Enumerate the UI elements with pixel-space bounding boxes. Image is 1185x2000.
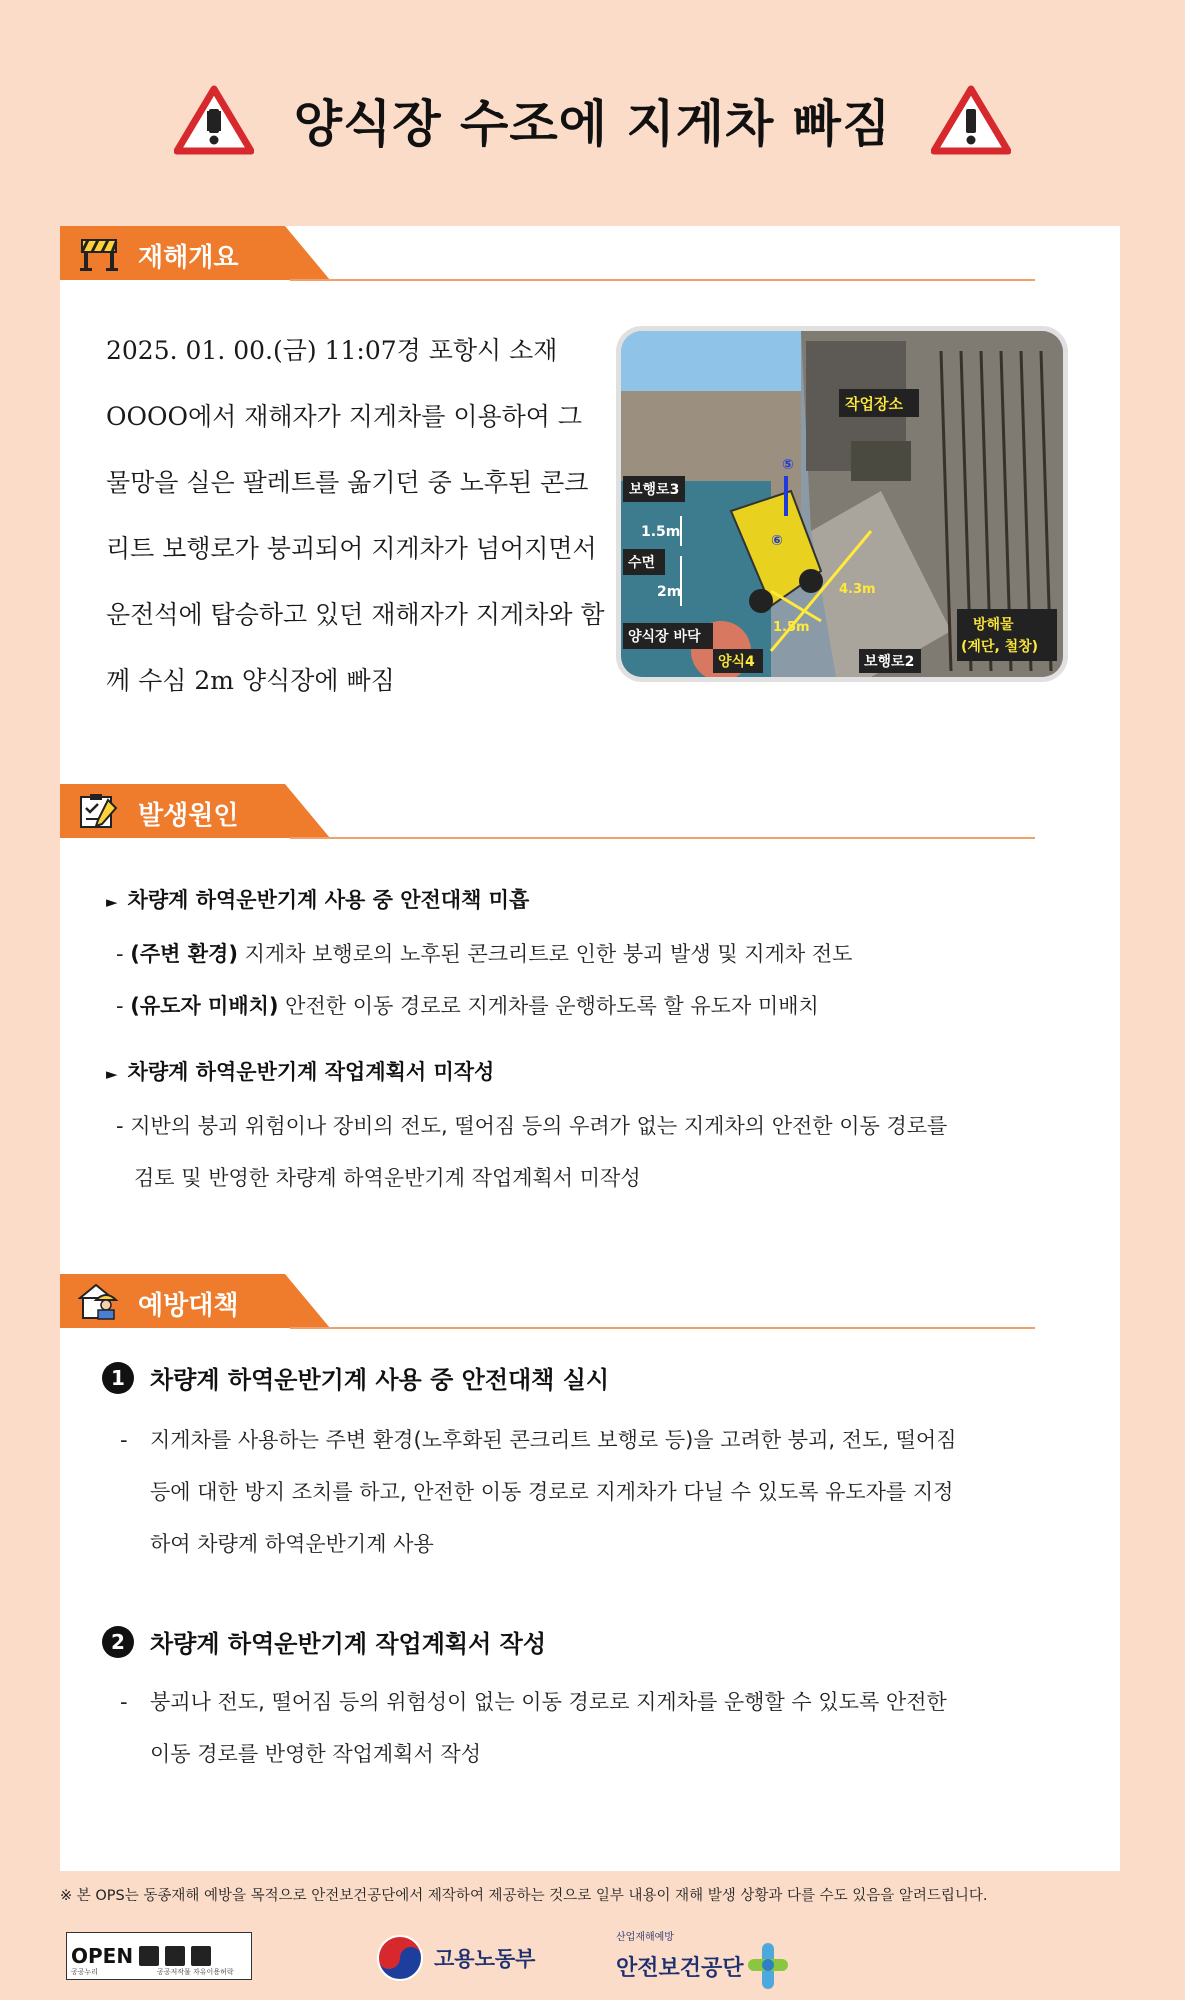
disclaimer: ※ 본 OPS는 동종재해 예방을 목적으로 안전보건공단에서 제작하여 제공하는 것으로 일부 내용이 재해 발생 상황과 다를 수도 있음을 알려드립니다. bbox=[60, 1888, 988, 1904]
noncommercial-icon bbox=[165, 1946, 185, 1966]
label-num5: ⑤ bbox=[782, 457, 794, 473]
attribution-icon bbox=[139, 1946, 159, 1966]
prevention-line: 등에 대한 방지 조치를 하고, 안전한 이동 경로로 지게차가 다닐 수 있도록 유도자를 지정 bbox=[150, 1480, 954, 1504]
prevention-heading: 예방대책 bbox=[138, 1291, 239, 1321]
cause-heading: 발생원인 bbox=[138, 801, 239, 831]
number-badge: 1 bbox=[102, 1362, 134, 1394]
label-tank4: 양식4 bbox=[718, 654, 755, 670]
open-license-badge[interactable]: OPEN 공공누리 공공저작물 자유이용허락 bbox=[66, 1932, 252, 1980]
page-title: 양식장 수조에 지게차 빠짐 bbox=[293, 95, 892, 153]
cause-item-1-detail-1: - (주변 환경) 지게차 보행로의 노후된 콘크리트로 인한 붕괴 발생 및 지게차 전도 bbox=[116, 942, 853, 966]
triangle-bullet-icon: ► bbox=[106, 893, 118, 911]
title-bar bbox=[0, 70, 1185, 170]
taegeuk-icon bbox=[376, 1934, 424, 1982]
clipboard-pencil-icon bbox=[78, 792, 120, 830]
prevention-header bbox=[60, 1274, 1035, 1328]
prevention-line: 하여 차량계 하역운반기계 사용 bbox=[150, 1532, 434, 1556]
cause-item-1-title: ► 차량계 하역운반기계 사용 중 안전대책 미흡 bbox=[106, 888, 530, 912]
label-width-15: 1.5m bbox=[773, 620, 810, 635]
overview-text: 2025. 01. 00.(금) 11:07경 포항시 소재 OOOO에서 재해자가 지게차를 이용하여 그물망을 실은 팔레트를 옮기던 중 노후된 콘크리트 보행로가 붕괴되어 지게차가 넘어지면서 운전석에 탑승하고 있던 재해자가 지게차와 함께 수심 2m 양식장에 빠짐 bbox=[106, 336, 605, 695]
cause-item-2-detail-1: - 지반의 붕괴 위험이나 장비의 전도, 떨어짐 등의 우려가 없는 지게차의 안전한 이동 경로를 bbox=[116, 1114, 948, 1138]
cross-logo-icon bbox=[748, 1943, 788, 1989]
no-derivatives-icon bbox=[191, 1946, 211, 1966]
label-num6: ⑥ bbox=[771, 533, 783, 549]
label-work-place: 작업장소 bbox=[845, 395, 903, 413]
label-obstacle: 방해물 bbox=[973, 617, 1014, 633]
label-height-2: 2m bbox=[657, 584, 682, 600]
ministry-logo[interactable]: 고용노동부 bbox=[376, 1934, 535, 1982]
label-bottom: 양식장 바닥 bbox=[628, 629, 701, 645]
agency-logo[interactable]: 산업재해예방 안전보건공단 bbox=[616, 1928, 788, 1988]
accident-photo bbox=[616, 326, 1068, 682]
label-surface: 수면 bbox=[628, 555, 656, 571]
worker-house-icon bbox=[78, 1282, 120, 1320]
number-badge: 2 bbox=[102, 1626, 134, 1658]
cause-item-1-detail-2: - (유도자 미배치) 안전한 이동 경로로 지게차를 운행하도록 할 유도자 미배치 bbox=[116, 994, 819, 1018]
label-obstacle-detail: (계단, 철창) bbox=[961, 639, 1039, 655]
prevention-line: 붕괴나 전도, 떨어짐 등의 위험성이 없는 이동 경로로 지게차를 운행할 수 있도록 안전한 bbox=[150, 1690, 947, 1714]
overview-heading: 재해개요 bbox=[138, 243, 239, 273]
triangle-bullet-icon: ► bbox=[106, 1065, 118, 1083]
content-card bbox=[60, 226, 1120, 1871]
label-walkway2: 보행로2 bbox=[864, 654, 915, 670]
warning-triangle-icon bbox=[931, 85, 1011, 155]
label-height-15: 1.5m bbox=[641, 524, 681, 540]
prevention-line: 이동 경로를 반영한 작업계획서 작성 bbox=[150, 1742, 481, 1766]
cause-item-2-title: ► 차량계 하역운반기계 작업계획서 미작성 bbox=[106, 1060, 495, 1084]
prevention-item-1-title: 1 차량계 하역운반기계 사용 중 안전대책 실시 bbox=[102, 1360, 609, 1395]
prevention-item-2-text: - 붕괴나 전도, 떨어짐 등의 위험성이 없는 이동 경로로 지게차를 운행할 수 있도록 안전한 이동 경로를 반영한 작업계획서 작성 bbox=[120, 1676, 1020, 1780]
prevention-line: 지게차를 사용하는 주변 환경(노후화된 콘크리트 보행로 등)을 고려한 붕괴, 전도, 떨어짐 bbox=[150, 1428, 957, 1452]
prevention-item-1-text: - 지게차를 사용하는 주변 환경(노후화된 콘크리트 보행로 등)을 고려한 붕괴, 전도, 떨어짐 등에 대한 방지 조치를 하고, 안전한 이동 경로로 지게차가 다닐 수 있도록 유도자를 지정 하여 차량계 하역운반기계 사용 bbox=[120, 1414, 1020, 1570]
warning-triangle-icon bbox=[174, 85, 254, 155]
label-walkway3: 보행로3 bbox=[629, 482, 680, 498]
cause-header bbox=[60, 784, 1035, 838]
barricade-icon bbox=[78, 234, 120, 272]
footer bbox=[0, 1922, 1185, 1992]
accident-scene-illustration bbox=[621, 331, 1063, 677]
cause-item-2-detail-2: 검토 및 반영한 차량계 하역운반기계 작업계획서 미작성 bbox=[134, 1166, 641, 1190]
open-logo: OPEN bbox=[71, 1944, 134, 1968]
prevention-item-2-title: 2 차량계 하역운반기계 작업계획서 작성 bbox=[102, 1624, 546, 1659]
overview-header bbox=[60, 226, 1035, 280]
label-dist-43: 4.3m bbox=[839, 582, 876, 597]
